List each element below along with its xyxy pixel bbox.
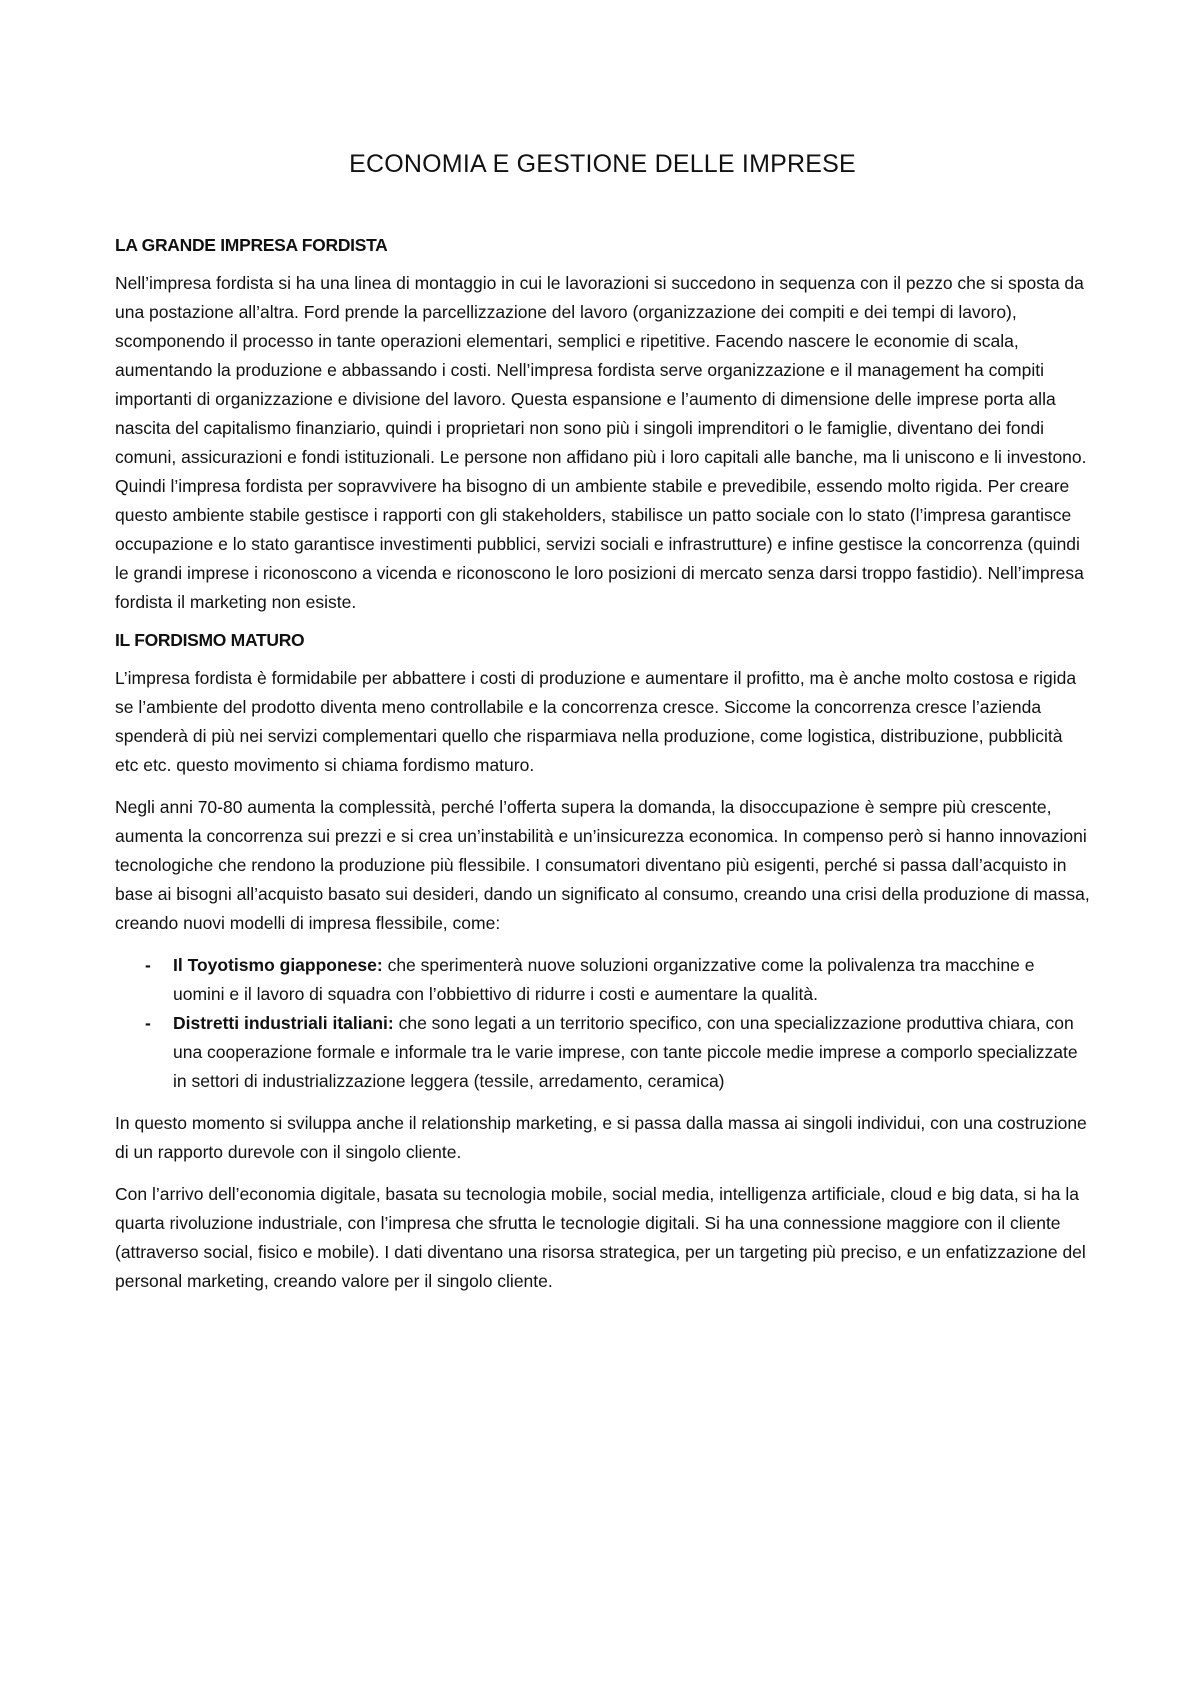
document-title: ECONOMIA E GESTIONE DELLE IMPRESE [349, 150, 856, 178]
bullet-text: che sono legati a un territorio specifico, con una specializzazione produttiva chiara, con una cooperazione formale e informale tra le varie imprese, con tante piccole medie imprese a comporlo specializzate in settori di industrializzazione leggera (tessile, arredamento, ceramica) [173, 1013, 1078, 1091]
paragraph: L’impresa fordista è formidabile per abbattere i costi di produzione e aumentare il profitto, ma è anche molto costosa e rigida se l’ambiente del prodotto diventa meno controllabile e la concorrenza cresce. Siccome la concorrenza cresce l’azienda spenderà di più nei servizi complementari quello che risparmiava nella produzione, come logistica, distribuzione, pubblicità etc etc. questo movimento si chiama fordismo maturo. [115, 668, 1077, 775]
list-item-toyotismo [115, 951, 1090, 1009]
bullet-list [115, 951, 1090, 1096]
bullet-term: Distretti industriali italiani: [173, 1013, 394, 1033]
paragraph: Nell’impresa fordista si ha una linea di montaggio in cui le lavorazioni si succedono in sequenza con il pezzo che si sposta da una postazione all’altra. Ford prende la parcellizzazione del lavoro (organizzazione dei compiti e dei tempi di lavoro), scomponendo il processo in tante operazioni elementari, semplici e ripetitive. Facendo nascere le economie di scala, aumentando la produzione e abbassando i costi. Nell’impresa fordista serve organizzazione e il management ha compiti importanti di organizzazione e divisione del lavoro. Questa espansione e l’aumento di dimensione delle imprese porta alla nascita del capitalismo finanziario, quindi i proprietari non sono più i singoli imprenditori o le famiglie, diventano dei fondi comuni, assicurazioni e fondi istituzionali. Le persone non affidano più i loro capitali alle banche, ma li uniscono e li investono. Quindi l’impresa fordista per sopravvivere ha bisogno di un ambiente stabile e prevedibile, essendo molto rigida. Per creare questo ambiente stabile gestisce i rapporti con gli stakeholders, stabilisce un patto sociale con lo stato (l’impresa garantisce occupazione e lo stato garantisce investimenti pubblici, servizi sociali e infrastrutture) e infine gestisce la concorrenza (quindi le grandi imprese i riconoscono a vicenda e riconoscono le loro posizioni di mercato senza darsi troppo fastidio). Nell’impresa fordista il marketing non esiste. [115, 273, 1087, 612]
paragraph: In questo momento si sviluppa anche il relationship marketing, e si passa dalla massa ai singoli individui, con una costruzione di un rapporto durevole con il singolo cliente. [115, 1113, 1087, 1162]
paragraph: Con l’arrivo dell’economia digitale, basata su tecnologia mobile, social media, intelligenza artificiale, cloud e big data, si ha la quarta rivoluzione industriale, con l’impresa che sfrutta le tecnologie digitali. Si ha una connessione maggiore con il cliente (attraverso social, fisico e mobile). I dati diventano una risorsa strategica, per un targeting più preciso, e un enfatizzazione del personal marketing, creando valore per il singolo cliente. [115, 1184, 1086, 1291]
bullet-text: che sperimenterà nuove soluzioni organizzative come la polivalenza tra macchine e uomini e il lavoro di squadra con l’obbiettivo di ridurre i costi e aumentare la qualità. [173, 955, 1035, 1004]
section-grande-impresa-fordista [115, 235, 1090, 617]
paragraph: Negli anni 70-80 aumenta la complessità, perché l’offerta supera la domanda, la disoccupazione è sempre più crescente, aumenta la concorrenza sui prezzi e si crea un’instabilità e un’insicurezza economica. In compenso però si hanno innovazioni tecnologiche che rendono la produzione più flessibile. I consumatori diventano più esigenti, perché si passa dall’acquisto in base ai bisogni all’acquisto basato sui desideri, dando un significato al consumo, creando una crisi della produzione di massa, creando nuovi modelli di impresa flessibile, come: [115, 797, 1090, 933]
section-heading: LA GRANDE IMPRESA FORDISTA [115, 235, 388, 255]
bullet-term: Il Toyotismo giapponese: [173, 955, 383, 975]
list-item-distretti [115, 1009, 1090, 1096]
bullet-dash: - [145, 1013, 151, 1033]
bullet-dash: - [145, 955, 151, 975]
section-fordismo-maturo [115, 630, 1090, 1296]
section-heading: IL FORDISMO MATURO [115, 630, 305, 650]
